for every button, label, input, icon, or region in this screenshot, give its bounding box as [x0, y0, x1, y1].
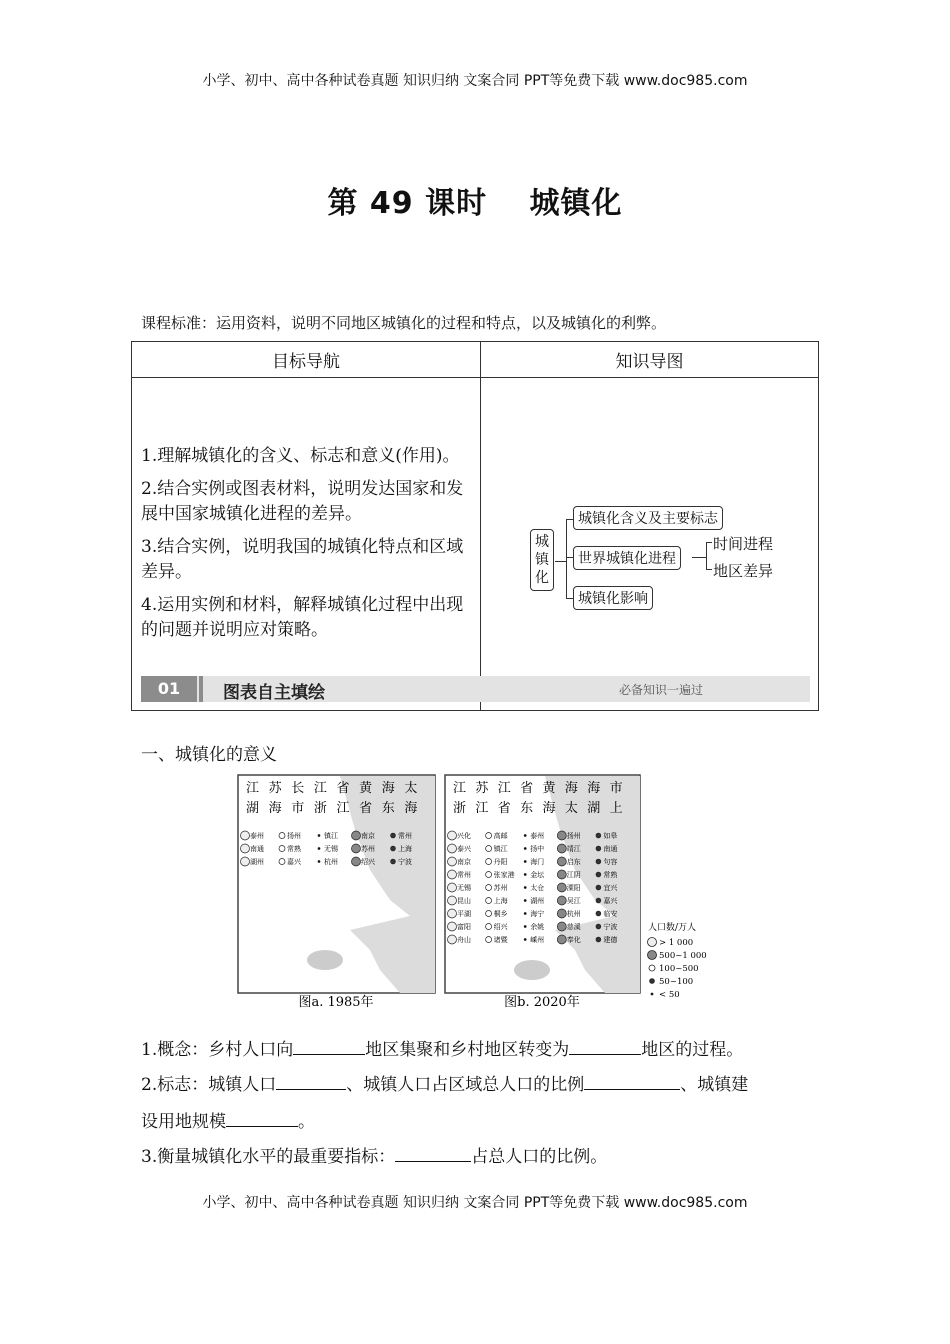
city-marker — [241, 844, 250, 853]
city-label: 建德 — [603, 936, 618, 944]
goal-item: 3.结合实例，说明我国的城镇化特点和区域差异。 — [141, 537, 464, 582]
city-label: 海门 — [530, 858, 545, 866]
question-1 — [141, 1036, 743, 1062]
mindmap-root: 城镇化 — [530, 529, 554, 591]
city-label: 慈溪 — [566, 923, 581, 931]
answer-blank[interactable] — [226, 1108, 298, 1127]
city-marker — [318, 848, 320, 850]
legend-marker — [649, 965, 655, 971]
answer-blank[interactable] — [569, 1036, 641, 1055]
map-region-label: 东 — [381, 801, 395, 816]
question-text: 设用地规模 — [141, 1112, 226, 1132]
goal-item: 1.理解城镇化的含义、标志和意义(作用)。 — [141, 446, 460, 466]
city-marker — [596, 885, 601, 890]
city-marker — [524, 874, 526, 876]
map-region-label: 江 — [475, 801, 489, 816]
answer-blank[interactable] — [293, 1036, 365, 1055]
city-label: 镇江 — [324, 832, 338, 840]
city-marker — [596, 911, 601, 916]
legend-marker — [651, 993, 653, 995]
city-label: 靖江 — [566, 845, 581, 853]
map-region-label: 海 — [404, 801, 418, 816]
city-marker — [557, 857, 566, 866]
banner-divider — [199, 676, 203, 702]
question-3 — [141, 1143, 607, 1169]
question-2-cont — [141, 1108, 315, 1134]
city-label: 南通 — [250, 845, 264, 853]
city-label: 嘉兴 — [603, 897, 618, 905]
city-marker — [596, 833, 601, 838]
map-region-label: 苏 — [475, 781, 489, 796]
city-marker — [486, 911, 492, 917]
banner-subtitle: 必备知识一遍过 — [619, 683, 704, 697]
lake-taihu — [307, 950, 343, 970]
city-label: 常熟 — [603, 871, 618, 879]
city-marker — [524, 939, 526, 941]
city-label: 绍兴 — [361, 858, 375, 866]
city-marker — [486, 885, 492, 891]
question-text: 占总人口的比例。 — [471, 1147, 608, 1167]
map-region-label: 海 — [564, 781, 578, 796]
city-marker — [391, 859, 396, 864]
map-region-label: 太 — [404, 781, 418, 796]
section-banner — [141, 676, 810, 702]
goals-cell — [132, 378, 481, 711]
city-label: 苏州 — [493, 884, 508, 892]
city-marker — [448, 922, 457, 931]
city-marker — [486, 859, 492, 865]
city-marker — [448, 844, 457, 853]
city-marker — [557, 909, 566, 918]
goal-item: 4.运用实例和材料，解释城镇化过程中出现的问题并说明应对策略。 — [141, 595, 464, 640]
map-region-label: 海 — [268, 801, 282, 816]
city-label: 扬州 — [287, 832, 301, 840]
legend-marker — [650, 979, 655, 984]
objectives-table — [131, 341, 819, 711]
city-label: 奉化 — [566, 936, 581, 944]
map-region-label: 东 — [520, 801, 534, 816]
map-region-label: 江 — [313, 781, 327, 796]
city-marker — [557, 831, 566, 840]
city-marker — [596, 924, 601, 929]
mindmap-sub: 时间进程 — [713, 535, 774, 553]
city-label: 嘉兴 — [287, 858, 301, 866]
mindmap-branch: 世界城镇化进程 — [573, 546, 681, 570]
city-label: 宜兴 — [603, 884, 618, 892]
lake-taihu — [514, 960, 550, 980]
map-region-label: 湖 — [587, 801, 601, 816]
map-region-label: 海 — [587, 781, 601, 796]
map-region-label: 省 — [497, 801, 511, 816]
city-label: 嵊州 — [530, 936, 545, 944]
city-label: 高邮 — [493, 832, 508, 840]
map-region-label: 江 — [246, 781, 260, 796]
urbanization-maps — [230, 770, 730, 1010]
city-marker — [524, 900, 526, 902]
legend-marker — [648, 951, 657, 960]
city-marker — [448, 870, 457, 879]
city-marker — [486, 937, 492, 943]
city-marker — [486, 846, 492, 852]
answer-blank[interactable] — [395, 1143, 471, 1162]
city-label: 张家港 — [493, 871, 515, 879]
city-marker — [318, 861, 320, 863]
city-label: 杭州 — [566, 910, 581, 918]
page-header: 小学、初中、高中各种试卷真题 知识归纳 文案合同 PPT等免费下载 www.doc985.com — [202, 73, 748, 89]
city-marker — [524, 926, 526, 928]
city-label: 海宁 — [530, 910, 545, 918]
section-heading: 一、城镇化的意义 — [141, 745, 277, 765]
legend-label: 100~500 — [659, 964, 699, 974]
city-label: 富阳 — [457, 923, 471, 931]
question-text: 2.标志：城镇人口 — [141, 1075, 277, 1095]
city-marker — [352, 831, 361, 840]
city-label: 临安 — [603, 910, 618, 918]
city-label: 舟山 — [457, 936, 471, 944]
map-region-label: 省 — [336, 781, 350, 796]
city-label: 句容 — [603, 858, 618, 866]
city-marker — [557, 896, 566, 905]
city-marker — [448, 935, 457, 944]
city-label: 宁波 — [398, 858, 412, 866]
city-label: 上海 — [493, 897, 508, 905]
city-marker — [557, 935, 566, 944]
legend-label: 50~100 — [659, 977, 694, 987]
city-label: 诸暨 — [493, 936, 508, 944]
city-label: 绍兴 — [493, 923, 508, 931]
city-marker — [486, 872, 492, 878]
page-title: 第 49 课时 城镇化 — [327, 186, 623, 221]
banner-title: 图表自主填绘 — [223, 683, 325, 703]
city-label: 余姚 — [530, 923, 545, 931]
question-text: 、城镇建 — [680, 1075, 749, 1095]
answer-blank[interactable] — [584, 1071, 680, 1090]
city-marker — [524, 887, 526, 889]
city-marker — [318, 835, 320, 837]
city-label: 泰州 — [530, 832, 545, 840]
city-label: 平湖 — [457, 910, 471, 918]
city-label: 宁波 — [603, 923, 618, 931]
question-text: 3.衡量城镇化水平的最重要指标： — [141, 1147, 396, 1167]
city-label: 湖州 — [530, 897, 545, 905]
city-marker — [448, 883, 457, 892]
goal-item: 2.结合实例或图表材料，说明发达国家和发展中国家城镇化进程的差异。 — [141, 479, 464, 524]
map-region-label: 黄 — [542, 781, 556, 796]
map-region-label: 市 — [609, 781, 623, 796]
city-marker — [557, 883, 566, 892]
city-label: 扬州 — [566, 832, 581, 840]
map-b-caption: 图b. 2020年 — [504, 995, 580, 1010]
map-region-label: 湖 — [246, 801, 260, 816]
city-label: 昆山 — [457, 897, 471, 905]
map-region-label: 省 — [359, 801, 373, 816]
city-marker — [448, 909, 457, 918]
map-region-label: 江 — [336, 801, 350, 816]
city-label: 江阴 — [566, 871, 581, 879]
city-label: 常熟 — [287, 845, 301, 853]
city-label: 泰兴 — [457, 845, 471, 853]
city-label: 启东 — [566, 858, 581, 866]
city-marker — [524, 861, 526, 863]
city-marker — [279, 846, 285, 852]
legend-label: < 50 — [659, 990, 680, 1000]
city-marker — [279, 859, 285, 865]
city-label: 溧阳 — [566, 884, 581, 892]
city-label: 南通 — [603, 845, 618, 853]
city-marker — [596, 859, 601, 864]
city-marker — [557, 844, 566, 853]
city-marker — [241, 831, 250, 840]
city-label: 杭州 — [324, 858, 338, 866]
city-marker — [557, 870, 566, 879]
city-label: 扬中 — [530, 845, 545, 853]
city-marker — [448, 857, 457, 866]
city-label: 金坛 — [530, 871, 545, 879]
city-marker — [524, 913, 526, 915]
city-label: 常州 — [457, 871, 471, 879]
city-label: 南京 — [361, 832, 375, 840]
mindmap-cell — [481, 378, 819, 711]
city-marker — [241, 857, 250, 866]
legend-title: 人口数/万人 — [648, 923, 697, 933]
city-marker — [391, 833, 396, 838]
city-label: 无锡 — [457, 884, 471, 892]
question-text: 。 — [298, 1112, 315, 1132]
city-label: 无锡 — [324, 845, 338, 853]
city-label: 吴江 — [566, 897, 581, 905]
city-marker — [391, 846, 396, 851]
answer-blank[interactable] — [276, 1071, 346, 1090]
city-marker — [524, 835, 526, 837]
map-region-label: 浙 — [313, 801, 327, 816]
banner-number: 01 — [141, 676, 197, 702]
legend-marker — [648, 938, 657, 947]
map-a-caption: 图a. 1985年 — [298, 995, 374, 1010]
city-label: 上海 — [398, 845, 412, 853]
city-marker — [557, 922, 566, 931]
city-marker — [352, 857, 361, 866]
city-marker — [524, 848, 526, 850]
city-marker — [486, 898, 492, 904]
mindmap-branch: 城镇化含义及主要标志 — [573, 506, 723, 530]
city-label: 兴化 — [457, 832, 471, 840]
city-label: 镇江 — [493, 845, 508, 853]
city-marker — [279, 833, 285, 839]
city-label: 如皋 — [603, 832, 618, 840]
map-region-label: 长 — [291, 781, 305, 796]
city-marker — [486, 833, 492, 839]
map-region-label: 海 — [381, 781, 395, 796]
question-text: 地区的过程。 — [641, 1040, 744, 1060]
question-text: 1.概念：乡村人口向 — [141, 1040, 294, 1060]
question-text: 、城镇人口占区域总人口的比例 — [346, 1075, 585, 1095]
map-region-label: 省 — [520, 781, 534, 796]
city-marker — [596, 937, 601, 942]
city-marker — [596, 846, 601, 851]
city-marker — [596, 898, 601, 903]
header-mindmap: 知识导图 — [481, 342, 819, 378]
mindmap-branch: 城镇化影响 — [573, 586, 653, 610]
city-label: 湖州 — [250, 858, 264, 866]
map-region-label: 上 — [609, 801, 623, 816]
map-region-label: 江 — [497, 781, 511, 796]
map-region-label: 苏 — [268, 781, 282, 796]
question-2 — [141, 1071, 748, 1097]
course-standard: 课程标准：运用资料，说明不同地区城镇化的过程和特点，以及城镇化的利弊。 — [141, 314, 667, 332]
city-marker — [486, 924, 492, 930]
map-region-label: 市 — [291, 801, 305, 816]
city-marker — [448, 831, 457, 840]
city-label: 丹阳 — [493, 858, 508, 866]
header-goals: 目标导航 — [132, 342, 481, 378]
map-region-label: 黄 — [359, 781, 373, 796]
city-marker — [352, 844, 361, 853]
city-label: 太仓 — [530, 884, 545, 892]
legend-label: > 1 000 — [659, 938, 694, 948]
city-label: 南京 — [457, 858, 471, 866]
page-footer: 小学、初中、高中各种试卷真题 知识归纳 文案合同 PPT等免费下载 www.doc985.com — [202, 1195, 748, 1211]
map-region-label: 浙 — [453, 801, 467, 816]
mindmap-sub: 地区差异 — [713, 562, 774, 580]
city-marker — [448, 896, 457, 905]
city-label: 苏州 — [361, 845, 375, 853]
map-region-label: 太 — [564, 801, 578, 816]
map-region-label: 江 — [453, 781, 467, 796]
city-label: 桐乡 — [493, 910, 508, 918]
city-label: 泰州 — [250, 832, 264, 840]
legend-label: 500~1 000 — [659, 951, 707, 961]
map-region-label: 海 — [542, 801, 556, 816]
question-text: 地区集聚和乡村地区转变为 — [365, 1040, 570, 1060]
city-marker — [596, 872, 601, 877]
city-label: 常州 — [398, 832, 412, 840]
